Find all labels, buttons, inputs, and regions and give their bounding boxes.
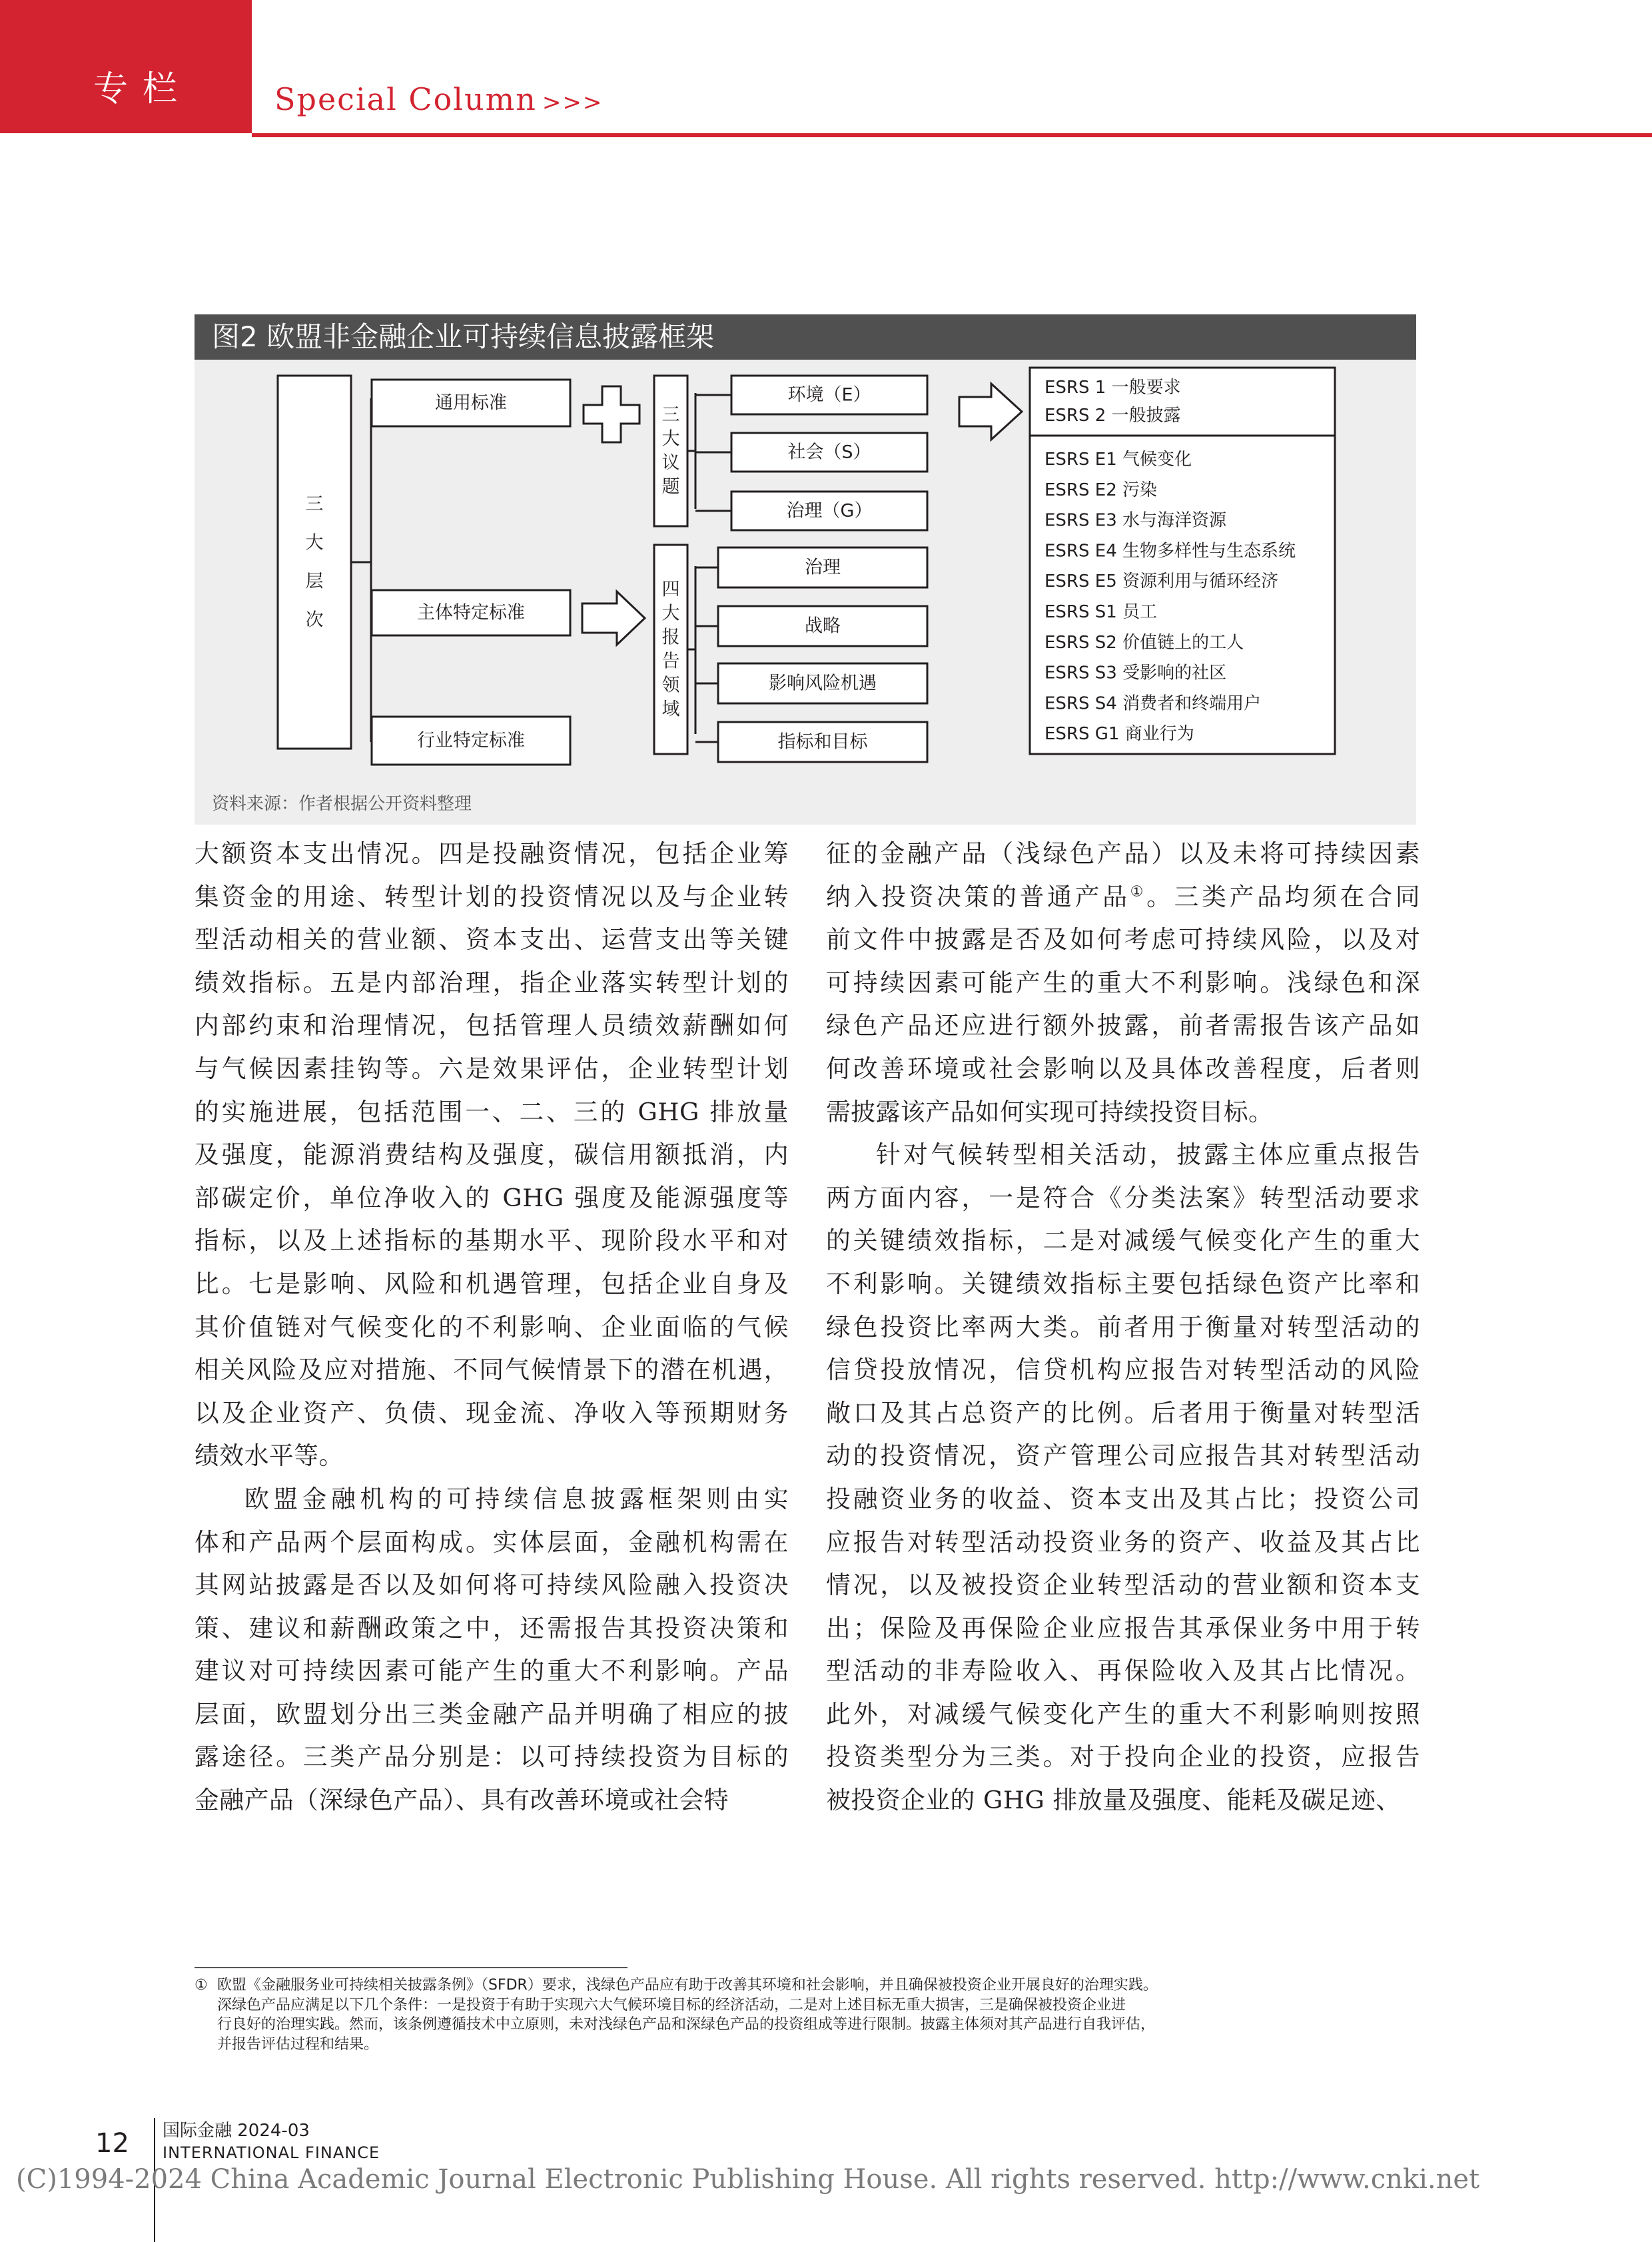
footnote-line: 深绿色产品应满足以下几个条件：一是投资于有助于实现六大气候环境目标的经济活动，二是对上述目标无重大损害，三是确保被投资企业进 [217,1996,1126,2014]
section-label-cn: 专栏 [93,69,193,109]
esrs-topical-item: ESRS S4 消费者和终端用户 [1044,693,1262,714]
plus-icon [584,386,639,442]
levels-label-char: 次 [305,609,324,631]
topic-label: 环境（E） [787,384,871,406]
left-column [195,833,789,1822]
text-line: 的实施进展，包括范围一、二、三的 GHG 排放量 [195,1097,789,1126]
esrs-topical-item: ESRS E1 气候变化 [1044,450,1192,470]
text-line: 部碳定价，单位净收入的 GHG 强度及能源强度等 [195,1183,789,1212]
text-line: 内部约束和治理情况，包括管理人员绩效薪酬如何 [195,1011,789,1040]
journal-name-en: INTERNATIONAL FINANCE [163,2143,380,2162]
esrs-topical-item: ESRS E4 生物多样性与生态系统 [1044,541,1296,561]
esrs-topical-item: ESRS G1 商业行为 [1044,724,1194,745]
topics-label-char: 三 [661,404,680,426]
text-line: 投资类型分为三类。对于投向企业的投资，应报告 [826,1742,1420,1772]
text-line-part: 纳入投资决策的普通产品 [826,882,1130,911]
levels-label-char: 三 [305,494,324,515]
esrs-topical-item: ESRS E3 水与海洋资源 [1044,510,1227,531]
esrs-topical-item: ESRS S1 员工 [1044,602,1158,622]
topic-label: 社会（S） [787,442,871,463]
text-line-part: 。三类产品均须在合同 [1146,882,1421,911]
text-line: 其价值链对气候变化的不利影响、企业面临的气候 [195,1312,789,1341]
text-line: 前文件中披露是否及如何考虑可持续风险，以及对 [826,925,1420,954]
text-line: 以及企业资产、负债、现金流、净收入等预期财务 [195,1398,789,1427]
topics-label-char: 题 [661,476,680,498]
footnote-text: 欧盟《金融服务业可持续相关披露条例》（SFDR）要求，浅绿色产品应有助于改善其环境和社会影响，并且确保被投资企业开展良好的治理实践。 [217,1977,1158,1994]
esrs-topical-item: ESRS S2 价值链上的工人 [1044,632,1244,653]
text-line: 露途径。三类产品分别是：以可持续投资为目标的 [195,1742,789,1772]
footnote [195,1976,1422,2054]
text-line: 应报告对转型活动投资业务的资产、收益及其占比 [826,1527,1420,1557]
text-line [826,876,1420,919]
text-line: 情况，以及被投资企业转型活动的营业额和资本支 [826,1571,1420,1600]
header-separator [252,0,254,137]
text-line: 的关键绩效指标，二是对减缓气候变化产生的重大 [826,1226,1420,1256]
text-line: 何改善环境或社会影响以及具体改善程度，后者则 [826,1054,1420,1083]
text-line: 敞口及其占总资产的比例。后者用于衡量对转型活 [826,1398,1420,1427]
text-line: 相关风险及应对措施、不同气候情景下的潜在机遇， [195,1355,789,1385]
text-line: 型活动的非寿险收入、再保险收入及其占比情况。 [826,1657,1420,1686]
arrow-right-icon [582,591,645,645]
levels-label-char: 大 [305,532,324,554]
esrs-general-item: ESRS 1 一般要求 [1044,378,1181,398]
text-line: 建议对可持续因素可能产生的重大不利影响。产品 [195,1657,789,1686]
levels-box [278,376,351,749]
text-line: 与气候因素挂钩等。六是效果评估，企业转型计划 [195,1054,789,1083]
esrs-general-item: ESRS 2 一般披露 [1044,406,1181,426]
text-line: 策、建议和薪酬政策之中，还需报告其投资决策和 [195,1613,789,1643]
text-line: 此外，对减缓气候变化产生的重大不利影响则按照 [826,1699,1420,1728]
text-line: 投融资业务的收益、资本支出及其占比；投资公司 [826,1484,1420,1513]
section-label-en [274,81,604,117]
areas-box [654,545,687,754]
figure-title: 图2 欧盟非金融企业可持续信息披露框架 [212,320,715,353]
text-line: 欧盟金融机构的可持续信息披露框架则由实 [244,1484,789,1513]
text-line: 型活动相关的营业额、资本支出、运营支出等关键 [195,925,789,954]
text-line: 可持续因素可能产生的重大不利影响。浅绿色和深 [826,968,1420,997]
areas-label-char: 域 [661,699,680,720]
esrs-topical-item: ESRS E5 资源利用与循环经济 [1044,571,1279,592]
text-line: 两方面内容，一是符合《分类法案》转型活动要求 [826,1183,1420,1212]
text-line: 比。七是影响、风险和机遇管理，包括企业自身及 [195,1269,789,1298]
chevrons-icon: >>> [542,89,604,116]
text-line: 出；保险及再保险企业应报告其承保业务中用于转 [826,1613,1420,1643]
topics-label-char: 大 [661,428,680,450]
text-line: 被投资企业的 GHG 排放量及强度、能耗及碳足迹、 [826,1786,1401,1815]
text-line: 体和产品两个层面构成。实体层面，金融机构需在 [195,1527,789,1557]
topics-box [654,376,687,526]
areas-label-char: 告 [661,651,680,672]
text-line: 绿色产品还应进行额外披露，前者需报告该产品如 [826,1011,1420,1040]
text-line: 绩效指标。五是内部治理，指企业落实转型计划的 [195,968,789,997]
journal-name-cn: 国际金融 2024-03 [163,2121,310,2141]
footnote-ref[interactable]: ① [1130,883,1147,901]
topics-label-char: 议 [661,452,680,474]
esrs-topical-item: ESRS S3 受影响的社区 [1044,663,1227,683]
text-line: 及强度，能源消费结构及强度，碳信用额抵消，内 [195,1140,789,1170]
figure-source: 资料来源：作者根据公开资料整理 [212,794,472,814]
text-line: 信贷投放情况，信贷机构应报告对转型活动的风险 [826,1355,1420,1385]
footnote-mark: ① [195,1977,208,1994]
area-label: 治理 [805,557,841,578]
text-line: 层面，欧盟划分出三类金融产品并明确了相应的披 [195,1699,789,1728]
footnote-rule [195,1967,627,1968]
text-line: 动的投资情况，资产管理公司应报告其对转型活动 [826,1441,1420,1471]
areas-label-char: 报 [661,627,680,648]
footnote-line [195,1976,1422,1996]
text-line: 需披露该产品如何实现可持续投资目标。 [826,1097,1274,1126]
text-line: 绿色投资比率两大类。前者用于衡量对转型活动的 [826,1312,1420,1341]
areas-label-char: 四 [661,579,680,600]
section-title-en: Special Column [274,81,537,117]
page-number: 12 [95,2128,129,2159]
copyright-notice: (C)1994-2024 China Academic Journal Electronic Publishing House. All rights reserved. http://www.cnki.net [16,2164,1480,2195]
text-line: 指标，以及上述指标的基期水平、现阶段水平和对 [195,1226,789,1256]
area-label: 指标和目标 [777,731,868,753]
text-line: 针对气候转型相关活动，披露主体应重点报告 [876,1140,1420,1170]
standard-label: 通用标准 [435,392,507,414]
text-line: 金融产品（深绿色产品）、具有改善环境或社会特 [195,1786,729,1815]
text-line: 其网站披露是否以及如何将可持续风险融入投资决 [195,1571,789,1600]
esrs-topical-item: ESRS E2 污染 [1044,480,1158,500]
area-label: 战略 [805,615,841,637]
text-line: 大额资本支出情况。四是投融资情况，包括企业筹 [195,839,789,868]
arrow-right-icon [959,384,1022,440]
text-line: 不利影响。关键绩效指标主要包括绿色资产比率和 [826,1269,1420,1298]
framework-diagram [195,360,1416,793]
text-line: 集资金的用途、转型计划的投资情况以及与企业转 [195,882,789,911]
text-line: 征的金融产品（浅绿色产品）以及未将可持续因素 [826,839,1420,868]
footnote-line: 并报告评估过程和结果。 [217,2036,379,2053]
header-red-block [0,0,252,133]
topic-label: 治理（G） [786,500,873,522]
areas-label-char: 大 [661,603,680,624]
levels-label-char: 层 [305,571,324,592]
header-rule [252,133,1652,137]
area-label: 影响风险机遇 [769,673,877,694]
footnote-line: 行良好的治理实践。然而，该条例遵循技术中立原则，未对浅绿色产品和深绿色产品的投资组成等进行限制。披露主体须对其产品进行自我评估， [217,2016,1156,2033]
right-column [826,833,1420,1822]
standard-label: 行业特定标准 [417,730,525,751]
areas-label-char: 领 [661,675,680,696]
text-line: 绩效水平等。 [195,1441,344,1471]
standard-label: 主体特定标准 [417,602,525,623]
